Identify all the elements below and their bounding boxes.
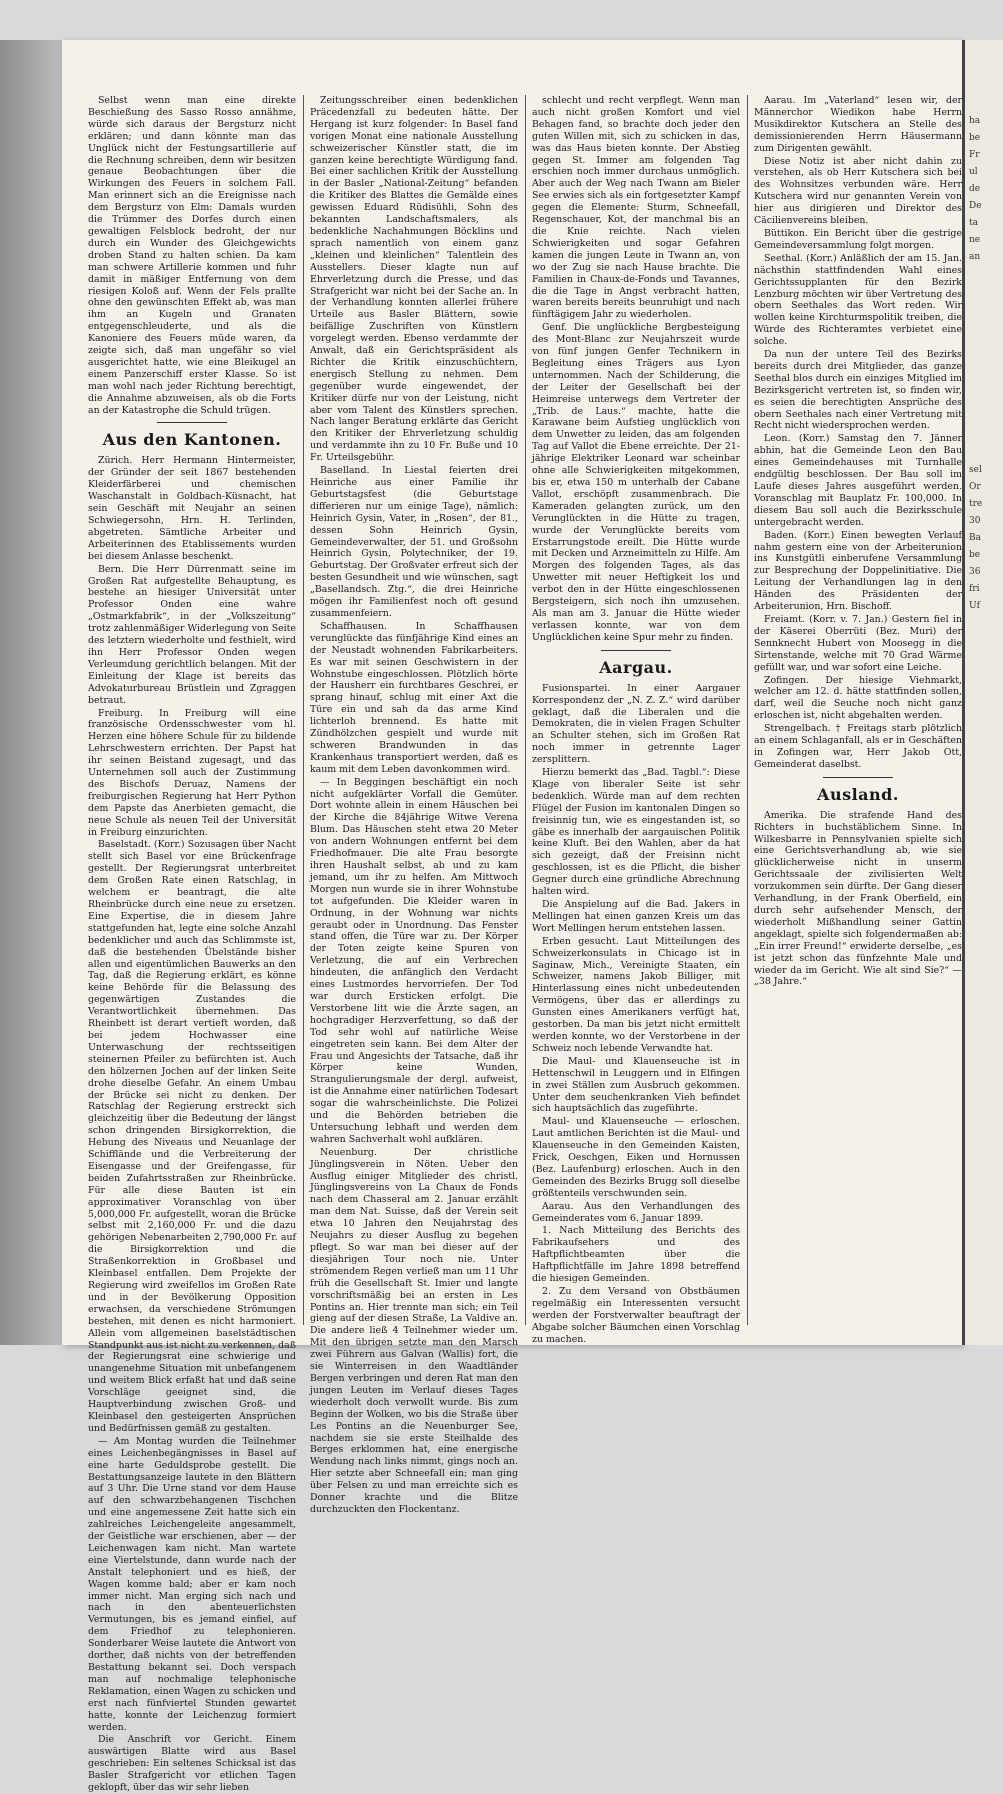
news-item: Baden. (Korr.) Einen bewegten Verlauf nahm gestern eine von der Arbeiterunion ins Kunstgütli einberufene Versammlung zur Besprechung der Doppelinitiative. Die Leitung der Verhandlungen lag in den Händen des Präsidenten der Arbeiterunion, Hrn. Bischoff. <box>754 529 962 613</box>
article-paragraph: Zeitungsschreiber einen bedenklichen Präcedenzfall zu bedeuten hätte. Der Hergang ist kurz folgender: In Basel fand vorigen Monat eine nationale Ausstellung schweizerischer Künstler statt, die im ganzen keine berechtigte Würdigung fand. Bei einer sachlichen Kritik der Ausstellung in der Basler „National-Zeitung“ befanden die Kritiker des Blattes die Gemälde eines gewissen Eduard Rüdisühli, Sohn des bekannten Landschaftsmalers, als bedenkliche Nachahmungen Böcklins und sprach namentlich von einem ganz „kleinen und kleinlichen“ Talentlein des Ausstellers. Dieser klagte nun auf Ehrverletzung durch die Presse, und das Strafgericht war nicht bei der Sache an. In der Verhandlung konnten allerlei frühere Urteile aus Basler Blättern, sowie beifällige Zuschriften von Künstlern vorgelegt werden. Ebenso verdammte der Anwalt, daß ein Gerichtspräsident als Richter die Kritik einzuschüchtern, energisch Stellung zu nehmen. Dem gegenüber wurde eingewendet, der Kritiker dürfe nur von der Leistung, nicht aber vom Talent des Künstlers sprechen. Nach langer Beratung erklärte das Gericht den Kritiker der Ehrverletzung schuldig und verdammte ihn zu 10 Fr. Buße und 10 Fr. Urteilsgebühr. <box>310 95 518 464</box>
cut-off-text: ta <box>969 218 978 228</box>
news-item: Leon. (Korr.) Samstag den 7. Jänner abhin, hat die Gemeinde Leon den Bau eines Gemeindehauses mit Turnhalle endgültig beschlossen. Der Bau soll im Laufe dieses Jahres ausgeführt werden. Voranschlag mit Bauplatz Fr. 100,000. In diesem Bau soll auch die Bezirksschule untergebracht werden. <box>754 433 962 528</box>
cut-off-text: an <box>969 252 981 262</box>
section-heading: Aus den Kantonen. <box>102 430 282 450</box>
column-3 <box>532 95 740 1345</box>
news-item: Strengelbach. † Freitags starb plötzlich an einem Schlaganfall, als er in Geschäften in Zofingen war, Herr Jakob Ott, Gemeinderat daselbst. <box>754 723 962 770</box>
news-item: Die Anspielung auf die Bad. Jakers in Mellingen hat einen ganzen Kreis um das Wort Mellingen herum entstehen lassen. <box>532 899 740 934</box>
news-item: Zürich. Herr Hermann Hintermeister, der Gründer der seit 1867 bestehenden Kleiderfärberei und chemischen Waschanstalt in Goldbach-Küsnacht, hat sein Geschäft mit Neujahr an seinen Schwiegersohn, Hrn. H. Terlinden, abgetreten. Sämtliche Arbeiter und Arbeiterinnen des Etablissements wurden bei diesem Anlasse beschenkt. <box>88 455 296 562</box>
news-item: Diese Notiz ist aber nicht dahin zu verstehen, als ob Herr Kutschera sich bei des Wohnsitzes verbunden wäre. Herr Kutschera wird nur genannten Verein von hier aus dirigieren und Direktor des Cäcilienvereins bleiben. <box>754 155 962 227</box>
section-divider <box>157 422 227 423</box>
cut-off-text: Or <box>969 482 981 492</box>
cut-off-text: sel <box>969 465 982 475</box>
adjacent-page-edge <box>962 40 1003 1345</box>
news-item: Genf. Die unglückliche Bergbesteigung des Mont-Blanc zur Neujahrszeit wurde von fünf jungen Genfer Technikern in Begleitung eines Trägers aus Lyon unternommen. Nach der Schilderung, die der Leiter der Gesellschaft bei der Heimreise unterwegs dem Vertreter der „Trib. de Laus.“ machte, hatte die Karawane beim Aufstieg unglücklich von dem Unwetter zu leiden, das am folgenden Tag auf Vallot die Ebene erreichte. Der 21-jährige Elektriker Leonard war scheinbar ohne alle Schwierigkeiten mitgekommen, bis er, etwa 150 m unterhalb der Cabane Vallot, erschöpft zusammenbrach. Die Kameraden gelangten zurück, um den Verunglückten in die Hütte zu tragen, wurde der Verunglückte bereits vom Erstarrungstode ereilt. Die Hütte wurde mit Decken und Arzneimitteln zu Hilfe. Am Morgen des folgenden Tages, als das Unwetter mit neuer Heftigkeit los und verbot den in der Hütte eingeschlossenen Bergsteigern, sich noch ihn umzusehen. Als man am 3. Januar die Hütte wieder verlassen konnte, war von dem Unglücklichen keine Spur mehr zu finden. <box>532 322 740 643</box>
news-item: Hierzu bemerkt das „Bad. Tagbl.“: Diese Klage von liberaler Seite ist sehr bedenklich. Würde man auf dem rechten Flügel der Fusion im kantonalen Dingen so freisinnig tun, wie es eingestanden ist, so gäbe es innerhalb der aargauischen Politik keine Kluft. Bei den Wahlen, aber da hat sich gezeigt, daß der Freisinn nicht geschlossen, ist es die Pflicht, die bisher Gegner durch eine gründliche Abrechnung halten wird. <box>532 767 740 898</box>
news-item: Aarau. Im „Vaterland“ lesen wir, der Männerchor Wiedikon habe Herrn Musikdirektor Kutschera an Stelle des demissionierenden Herrn Häusermann zum Dirigenten gewählt. <box>754 95 962 154</box>
news-item: Amerika. Die strafende Hand des Richters in buchstäblichem Sinne. In Wilkesbarre in Pennsylvanien spielte sich eine Gerichtsverhandlung ab, wie sie glücklicherweise nicht in unserm Gerichtssaale der zivilisierten Welt vorzukommen sein dürfte. Der Gang dieser Verhandlung, in der Frank Oberfield, ein durch sehr aufsehender Mensch, der wiederholt Mißhandlung seiner Gattin angeklagt, spielte sich folgendermaßen ab: „Ein irrer Freund!“ erwiderte derselbe, „es ist jetzt schon das fünfzehnte Male und wieder da im Gericht. Wie alt sind Sie?“ — „38 Jahre.“ <box>754 809 962 988</box>
news-item: — Am Montag wurden die Teilnehmer eines Leichenbegängnisses in Basel auf eine harte Geduldsprobe gestellt. Die Bestattungsanzeige lautete in den Blättern auf 3 Uhr. Die Urne stand vor dem Hause auf den schwarzbehangenen Tischchen und eine angemessene Zeit hatte sich ein zahlreiches Leichengeleite angesammelt, der Geistliche war erschienen, aber — der Leichenwagen kam nicht. Man wartete eine Viertelstunde, dann wurde nach der Anstalt telephoniert und es hieß, der Wagen komme bald; aber er kam noch immer nicht. Man erging sich nach und nach in den abenteuerlichsten Vermutungen, bis es jemand einfiel, auf dem Friedhof zu telephonieren. Sonderbarer Weise lautete die Antwort von dorther, daß nichts von der betreffenden Bestattung bekannt sei. Doch verspach man auf nochmalige telephonische Reklamation, einen Wagen zu schicken und erst nach fünfviertel Stunden gewartet hatte, konnte der Leichenzug formiert werden. <box>88 1435 296 1733</box>
article-paragraph: Selbst wenn man eine direkte Beschießung des Sasso Rosso annähme, würde sich daraus der Bergsturz nicht erklären; und dann könnte man das Unglück nicht der Festungsartillerie auf die Rechnung schreiben, denn wir besitzen genaue Beobachtungen über die Wirkungen des Feuers in solchem Fall. Man erinnert sich an die Ereignisse nach dem Bergsturz von Elm: Damals wurden die Trümmer des Dorfes durch einen gewaltigen Felsblock bedroht, der nur durch ein Wunder des Gleichgewichts droben Stand zu halten schien. Da kam man schwere Artillerie kommen und fuhr damit in mäßiger Entfernung von dem riesigen Koloß auf. Wenn der Fels prallte ohne den gewünschten Effekt ab, was man ihm an Kugeln und Granaten entgegenschleuderte, und als die Kanoniere des Feuers müde waren, da zeigte sich, daß man ungefähr so viel ausgerichtet hatte, wie eine Bleikugel an einem Panzerschiff erster Klasse. So ist man wohl nach jeder Richtung berechtigt, die Annahme abzuweisen, als ob die Forts an der Katastrophe die Schuld trügen. <box>88 95 296 416</box>
column-rule <box>747 95 748 1325</box>
cut-off-text: fri <box>969 584 980 594</box>
news-item: Schaffhausen. In Schaffhausen verunglückte das fünfjährige Kind eines an der Neustadt wohnenden Fabrikarbeiters. Es war mit seinen Geschwistern in der Wohnstube eingeschlossen. Plötzlich hörte der Hausherr ein furchtbares Geschrei, er sprang hinauf, schlug mit einer Axt die Türe ein und sah da das arme Kind lichterloh brennend. Es hatte mit Zündhölzchen gespielt und wurde mit schweren Brandwunden in das Krankenhaus transportiert werden, daß es kaum mit dem Leben davonkommen wird. <box>310 620 518 775</box>
section-heading: Aargau. <box>599 657 673 677</box>
news-item: Baselstadt. (Korr.) Sozusagen über Nacht stellt sich Basel vor eine Brückenfrage gestellt. Der Regierungsrat unterbreitet dem Großen Rate einen Ratschlag, in welchem er beantragt, die alte Rheinbrücke durch eine neue zu ersetzen. Eine Expertise, die in diesem Jahre stattgefunden hat, legte eine solche Anzahl bedenklicher und auch das Schlimmste ist, daß die bestehenden Übelstände bisher allen und eigentümlichen Bauwerks an den Tag, daß die Regierung erklärt, es könne keine Behörde für die Belassung des gegenwärtigen Zustandes die Verantwortlichkeit übernehmen. Das Rheinbett ist derart vertieft worden, daß bei jedem Hochwasser eine Unterwaschung der rechtsseitigen steinernen Pfeiler zu befürchten ist. Auch den hölzernen Jochen auf der linken Seite drohe dieselbe Gefahr. An einem Umbau der Brücke sei nicht zu denken. Der Ratschlag der Regierung erstreckt sich gleichzeitig über die Bedeutung der längst schon dringenden Birsigkorrektion, die Hebung des Niveaus und Neuanlage der Schifflände und die Verbreiterung der Eisengasse und der Greifengasse, für beiden Zufahrtsstraßen zur Rheinbrücke. Für alle diese Bauten ist ein approximativer Voranschlag von über 5,000,000 Fr. aufgestellt, woran die Brücke selbst mit 2,160,000 Fr. und die dazu gehörigen Nebenarbeiten 2,790,000 Fr. auf die Birsigkorrektion und die Straßenkorrektion in Großbasel und Kleinbasel entfallen. Dem Projekte der Regierung wird zweifellos im Großen Rate und in der Bevölkerung Opposition erwachsen, da verschiedene Strömungen bestehen, mit denen es nicht harmoniert. Allein vom allgemeinen baselstädtischen Standpunkt aus ist nicht zu verkennen, daß der Regierungsrat eine schwierige und unangenehme Situation mit unbefangenem und weitem Blick erfaßt hat und daß seine Vorschläge geeignet sind, die Hauptverbindung zwischen Groß- und Kleinbasel den gesteigerten Ansprüchen und Bedürfnissen gemäß zu gestalten. <box>88 839 296 1434</box>
cut-off-text: Ba <box>969 533 981 543</box>
article-paragraph: schlecht und recht verpflegt. Wenn man auch nicht großen Komfort und viel Behagen fand, so brachte doch jeder den guten Willen mit, sich zu schicken in das, was das Haus bieten konnte. Der Abstieg gegen St. Immer am folgenden Tag erschien noch immer durchaus unmöglich. Aber auch der Weg nach Twann am Bieler See erwies sich als ein fortgesetzter Kampf gegen die Elemente: Sturm, Schneefall, Regenschauer, Kot, der manchmal bis an die Knie reichte. Nach vielen Schwierigkeiten und sogar Gefahren kamen die jungen Leute in Twann an, von wo der Zug sie nach Hause brachte. Die Familien in Chaux-de-Fonds und Tavannes, die die Tage in Angst verbracht hatten, waren bereits bereits beunruhigt und nach fünftägigem Jahr zu wiederholen. <box>532 95 740 321</box>
column-2 <box>310 95 518 1515</box>
news-item: Da nun der untere Teil des Bezirks bereits durch drei Mitglieder, das ganze Seethal blos durch ein einziges Mitglied im Bezirksgericht vertreten ist, so finden wir, es seien die berechtigten Ansprüche des obern Seethales nach einer Vertretung mit Recht nicht wiedersprochen werden. <box>754 349 962 432</box>
news-item: Neuenburg. Der christliche Jünglingsverein in Nöten. Ueber den Ausflug einiger Mitglieder des christl. Jünglingsvereins von La Chaux de Fonds nach dem Chasseral am 2. Januar erzählt man dem Nat. Suisse, daß der Verein seit etwa 10 Jahren den Neujahrstag des Neujahrs zu dieser Ausflug zu begehen pflegt. So war man bei dieser auf der diesjährigen Tour noch nie. Unter strömendem Regen verließ man um 11 Uhr früh die Gesellschaft St. Imier und langte vorschriftsmäßig bei an ersten in Les Pontins an. Hier trennte man sich; ein Teil gieng auf der diesen Straße, La Valdive an. Die andere ließ 4 Teilnehmer wieder um. Mit den übrigen setzte man den Marsch zwei Führern aus Galvan (Wallis) fort, die sie Winterreisen in den Waadtländer Bergen verbringen und deren Rat man den jungen Leuten im Verlauf dieses Tages wiederholt doch verwollt wurde. Bis zum Beginn der Wolken, wo bis die Straße über Les Pontins an die Neuenburger See, nachdem sie sie erste Steilhalde des Berges erklommen hat, eine energische Wendung nach links nimmt, gings noch an. Hier setzte aber Schneefall ein; man ging über Felsen zu und man erreichte sich es Donner krachte und die Blitze durchzuckten den Flockentanz. <box>310 1146 518 1515</box>
section-divider <box>601 650 671 651</box>
news-item: Maul- und Klauenseuche — erloschen. Laut amtlichen Berichten ist die Maul- und Klauenseuche in den Gemeinden Kaisten, Frick, Oeschgen, Eiken und Hornussen (Bez. Laufenburg) erloschen. Auch in den Gemeinden des Bezirks Brugg soll dieselbe größtenteils verschwunden sein. <box>532 1116 740 1199</box>
section-divider <box>823 777 893 778</box>
news-item: Fusionspartei. In einer Aargauer Korrespondenz der „N. Z. Z.“ wird darüber geklagt, daß die Liberalen und die Demokraten, die in vielen Fragen Schulter an Schulter stehen, sich im Großen Rat noch immer in getrennte Lager zersplittern. <box>532 682 740 766</box>
cut-off-text: 36 <box>969 567 981 577</box>
news-item: Erben gesucht. Laut Mitteilungen des Schweizerkonsulats in Chicago ist in Saginaw, Mich., Vereinigte Staaten, ein Schweizer, namens Jakob Billiger, mit Hinterlassung eines nicht unbedeutenden Vermögens, über das er allerdings zu Gunsten eines Amerikaners verfügt hat, gestorben. Da man bis jetzt nicht ermittelt werden konnte, wo der Verstorbene in der Schweiz noch lebende Verwandte hat. <box>532 935 740 1054</box>
cut-off-text: ha <box>969 116 981 126</box>
news-item: Seethal. (Korr.) Anläßlich der am 15. Jan. nächsthin stattfindenden Wahl eines Gerichtssupplanten für den Bezirk Lenzburg möchten wir über Vertretung des obern Seethales das Wort reden. Wir wollen keine Kirchturmspolitik treiben, die Würde des Richteramtes verbietet eine solche. <box>754 252 962 348</box>
cut-off-text: De <box>969 201 982 211</box>
cut-off-text: be <box>969 133 981 143</box>
cut-off-text: ul <box>969 167 978 177</box>
news-item: Freiburg. In Freiburg will eine französische Ordensschwester vom hl. Herzen eine höhere Schule für zu bildende Lehrschwestern errichten. Der Papst hat ihr seinen Beistand zugesagt, und das Unternehmen soll auch der Zustimmung des Bischofs Deruaz, Namens der freiburgischen Regierung hat Herr Python dem Papste das Anerbieten gemacht, die neue Schule als neuen Teil der Universität in Freiburg einzurichten. <box>88 707 296 838</box>
news-item: 2. Zu dem Versand von Obstbäumen regelmäßig ein Interessenten versucht werden der Forstverwalter beauftragt der Abgabe solcher Bäumchen einen Vorschlag zu machen. <box>532 1286 740 1345</box>
news-item: Die Maul- und Klauenseuche ist in Hettenschwil in Leuggern und in Elfingen in zwei Ställen zum Ausbruch gekommen. Unter dem seuchenkranken Vieh befindet sich hauptsächlich das zugeführte. <box>532 1055 740 1115</box>
news-item: Die Anschrift vor Gericht. Einem auswärtigen Blatte wird aus Basel geschrieben: Ein seltenes Schicksal ist das Basler Strafgericht vor etlichen Tagen geklopft, über das wir sehr lieben <box>88 1734 296 1794</box>
column-4 <box>754 95 962 1330</box>
news-item: Büttikon. Ein Bericht über die gestrige Gemeindeversammlung folgt morgen. <box>754 227 962 251</box>
scan-left-margin <box>0 40 62 1345</box>
column-rule <box>525 95 526 1325</box>
cut-off-text: tre <box>969 499 983 509</box>
news-item: Zofingen. Der hiesige Viehmarkt, welcher am 12. d. hätte stattfinden sollen, darf, weil die Seuche noch nicht ganz erloschen ist, nicht abgehalten werden. <box>754 674 962 722</box>
cut-off-text: Uf <box>969 601 980 611</box>
cut-off-text: 30 <box>969 516 981 526</box>
column-1 <box>88 95 296 1794</box>
news-item: — In Beggingen beschäftigt ein noch nicht aufgeklärter Vorfall die Gemüter. Dort wohnte allein in einem Häuschen bei der Kirche die 84jährige Witwe Verena Blum. Das Häuschen steht etwa 20 Meter von andern Wohnungen entfernt bei dem Friedhofmauer. Die alte Frau besorgte ihren Haushalt selbst, ab und zu kam jemand, um ihr zu helfen. Am Mittwoch Morgen nun wurde sie in ihrer Wohnstube tot aufgefunden. Die Kleider waren in Ordnung, in der Wohnung war nichts geraubt oder in Unordnung. Das Fenster stand offen, die Türe war zu. Der Körper der Toten zeigte keine Spuren von Verletzung, die auf ein Verbrechen hindeuten, die anfänglich den Verdacht eines Lustmordes hervorriefen. Der Tod war durch Ersticken erfolgt. Die Verstorbene litt wie die Ärzte sagen, an hochgradiger Herzverfettung, so daß der Tod sehr wohl auf natürliche Weise eingetreten sein kann. Bei dem Alter der Frau und Angesichts der Tatsache, daß ihr Körper keine Wunden, Strangulierungsmale der dergl. aufweist, ist die Annahme einer natürlichen Todesart sogar die wahrscheinlichste. Die Polizei und die Behörden betrieben die Untersuchung lebhaft und werden dem wahren Sachverhalt wohl aufklären. <box>310 776 518 1145</box>
news-item: Aarau. Aus den Verhandlungen des Gemeinderates vom 6. Januar 1899. <box>532 1200 740 1224</box>
cut-off-text: be <box>969 550 981 560</box>
cut-off-text: Fr <box>969 150 980 160</box>
news-item: 1. Nach Mitteilung des Berichts des Fabrikaufsehers und des Haftpflichtbeamten über die Haftpflichtfälle im Jahre 1898 betreffend die hiesigen Gemeinden. <box>532 1225 740 1285</box>
cut-off-text: ne <box>969 235 981 245</box>
news-item: Bern. Die Herr Dürrenmatt seine im Großen Rat aufgestellte Behauptung, es bestehe an hiesiger Universität unter Professor Onden eine wahre „Ostmarkfabrik“, in der „Volkszeitung“ trotz zahlenmäßiger Widerlegung von Seite des letztern wiederholte und festhielt, wird ihn Herr Professor Onden wegen Verleumdung gerichtlich belangen. Mit der Einleitung der Klage ist bereits das Advokaturbureau Brüstlein und Zgraggen betraut. <box>88 563 296 706</box>
section-heading: Ausland. <box>817 784 899 804</box>
cut-off-text: de <box>969 184 981 194</box>
news-item: Freiamt. (Korr. v. 7. Jan.) Gestern fiel in der Käserei Oberrüti (Bez. Muri) der Sennknecht Hubert von Moosegg in die Sirtenstande, welche mit 70 Grad Wärme gefüllt war, und war sofort eine Leiche. <box>754 613 962 673</box>
news-item: Baselland. In Liestal feierten drei Heinriche aus einer Familie ihr Geburtstagsfest (die Geburtstage differieren nur um einige Tage), nämlich: Heinrich Gysin, Vater, in „Rosen“, der 81., dessen Sohn Heinrich Gysin, Gemeindeverwalter, der 51. und Großsohn Heinrich Gysin, Polytechniker, der 19. Geburtstag. Der Großvater erfreut sich der besten Gesundheit und wie wünschen, sagt „Basellandsch. Ztg.“, die drei Heinriche mögen ihr Familienfest noch oft gesund zusammenfeiern. <box>310 465 518 619</box>
column-rule <box>303 95 304 1325</box>
